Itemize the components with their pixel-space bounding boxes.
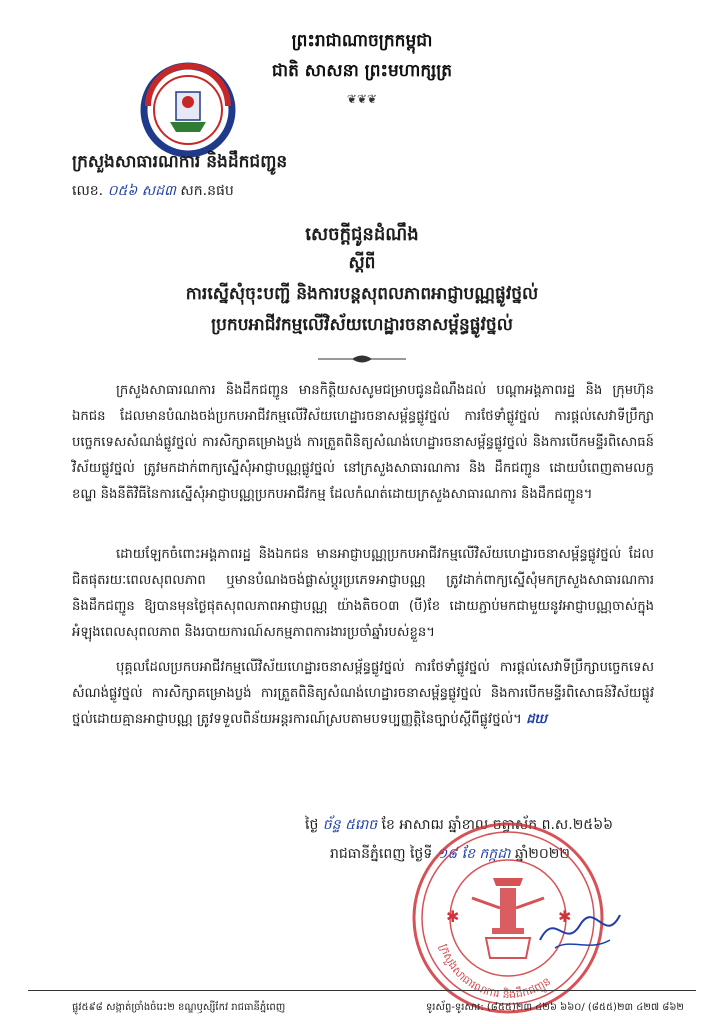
reference-prefix: លេខ. (72, 183, 104, 199)
body-paragraph-3 (72, 655, 654, 733)
notice-subject-label: ស្តីពី (348, 253, 376, 273)
body-paragraph-2 (72, 542, 654, 646)
handwritten-initials: ដឃ (526, 712, 547, 727)
svg-text:✱: ✱ (558, 907, 572, 926)
body-paragraph-1 (72, 378, 654, 508)
lunar-date-prefix: ថ្ងៃ (305, 817, 319, 833)
lunar-date-rest: ខែ អាសាឍ ឆ្នាំខាល ចត្វាស័ក ព.ស.២៥៦៦ (381, 817, 614, 833)
signature (535, 900, 625, 960)
motto-kingdom: ព្រះរាជាណាចក្រកម្ពុជា (291, 31, 433, 51)
paragraph-1-text: ក្រសួងសាធារណការ និងដឹកជញ្ជូន មានកិត្តិយសសូមជម្រាបជូនដំណឹងដល់ បណ្តាអង្គភាពរដ្ឋ និង ក្រុមហ៊ុនឯកជន ដែលមានបំណងចង់ប្រកបអាជីវកម្មលើវិស័យហេដ្ឋារចនាសម្ព័ន្ធផ្លូវថ្នល់ ការថែទាំផ្លូវថ្នល់ ការផ្តល់សេវាទីប្រឹក្សាបច្ចេកទេសសំណង់ផ្លូវថ្នល់ ការសិក្សាគម្រោងប្លង់ ការត្រួតពិនិត្យសំណង់ហេដ្ឋារចនាសម្ព័ន្ធផ្លូវថ្នល់ និងការបើកមន្ទីរពិសោធន៍វិស័យផ្លូវថ្នល់ ត្រូវមកដាក់ពាក្យស្នើសុំអាជ្ញាបណ្ណផ្លូវថ្នល់ នៅក្រសួងសាធារណការ និង ដឹកជញ្ជូន ដោយបំពេញតាមលក្ខខណ្ឌ និងនីតិវិធីនៃការស្នើសុំអាជ្ញាបណ្ណប្រកបអាជីវកម្ម ដែលកំណត់ដោយក្រសួងសាធារណការ និងដឹកជញ្ជូន។ (72, 383, 654, 502)
footer-address: ផ្លូវ៥៩៨ សង្កាត់ច្រាំងចំរេះ២ ខណ្ឌឫស្សីកែវ រាជធានីភ្នំពេញ (72, 1002, 286, 1013)
motto-nation-religion-king: ជាតិ សាសនា ព្រះមហាក្សត្រ (271, 61, 453, 81)
ministry-logo (140, 62, 236, 158)
reference-handwritten-number: ០៥៦ សដ៣ (107, 183, 176, 199)
reference-suffix: សក.នផប (180, 183, 234, 199)
ornament-divider-top: ❦❦❦ (346, 92, 378, 106)
solar-date-rest: ឆ្នាំ២០២២ (514, 846, 570, 862)
notice-subject-line1: ការស្នើសុំចុះបញ្ជី និងការបន្តសុពលភាពអាជ្ញាបណ្ណផ្លូវថ្នល់ (185, 284, 539, 304)
seal-text: ក្រសួងសាធារណការ និងដឹកជញ្ជូន (437, 942, 554, 1002)
solar-date-handwritten: ១៨ ខែ កក្កដា (436, 846, 511, 862)
footer-divider (28, 990, 696, 991)
ministry-name: ក្រសួងសាធារណការ និងដឹកជញ្ជូន (72, 152, 288, 172)
solar-date-prefix: រាជធានីភ្នំពេញ ថ្ងៃទី (330, 846, 433, 862)
lunar-date-handwritten: ច័ន្ទ ៥រោច (322, 817, 378, 833)
notice-title: សេចក្តីជូនដំណឹង (305, 224, 419, 245)
reference-number (72, 181, 234, 202)
footer-phone: ទូរស័ព្ទ-ទូរសារ: (៨៥៥)២៣ ៤២៦ ៦៦០/ (៨៥៥)២៣ ៤២៧ ៨៦២ (425, 1002, 684, 1013)
paragraph-2-text: ដោយឡែកចំពោះអង្គភាពរដ្ឋ និងឯកជន មានអាជ្ញាបណ្ណប្រកបអាជីវកម្មលើវិស័យហេដ្ឋារចនាសម្ព័ន្ធផ្លូវថ្នល់ ដែលជិតផុតរយៈពេលសុពលភាព ឬមានបំណងចង់ផ្លាស់ប្តូរប្រភេទអាជ្ញាបណ្ណ ត្រូវដាក់ពាក្យស្នើសុំមកក្រសួងសាធារណការ និងដឹកជញ្ជូន ឱ្យបានមុនថ្ងៃផុតសុពលភាពអាជ្ញាបណ្ណ យ៉ាងតិច០៣ (បី)ខែ ដោយភ្ជាប់មកជាមួយនូវអាជ្ញាបណ្ណចាស់ក្នុងអំឡុងពេលសុពលភាព និងរបាយការណ៍សកម្មភាពការងារប្រចាំឆ្នាំរបស់ខ្លួន។ (72, 547, 654, 640)
svg-text:✱: ✱ (446, 907, 460, 926)
notice-subject-line2: ប្រកបអាជីវកម្មលើវិស័យហេដ្ឋារចនាសម្ព័ន្ធផ្លូវថ្នល់ (211, 315, 513, 335)
ornament-divider (0, 352, 724, 366)
paragraph-3-text: បុគ្គលដែលប្រកបអាជីវកម្មលើវិស័យហេដ្ឋារចនាសម្ព័ន្ធផ្លូវថ្នល់ ការថែទាំផ្លូវថ្នល់ ការផ្តល់សេវាទីប្រឹក្សាបច្ចេកទេសសំណង់ផ្លូវថ្នល់ ការសិក្សាគម្រោងប្លង់ ការត្រួតពិនិត្យសំណង់ហេដ្ឋារចនាសម្ព័ន្ធផ្លូវថ្នល់ និងការបើកមន្ទីរពិសោធន៍វិស័យផ្លូវថ្នល់ដោយគ្មានអាជ្ញាបណ្ណ ត្រូវទទួលពិន័យអន្តរការណ៍ស្របតាមបទប្បញ្ញត្តិនៃច្បាប់ស្តីពីផ្លូវថ្នល់។ (72, 660, 654, 727)
